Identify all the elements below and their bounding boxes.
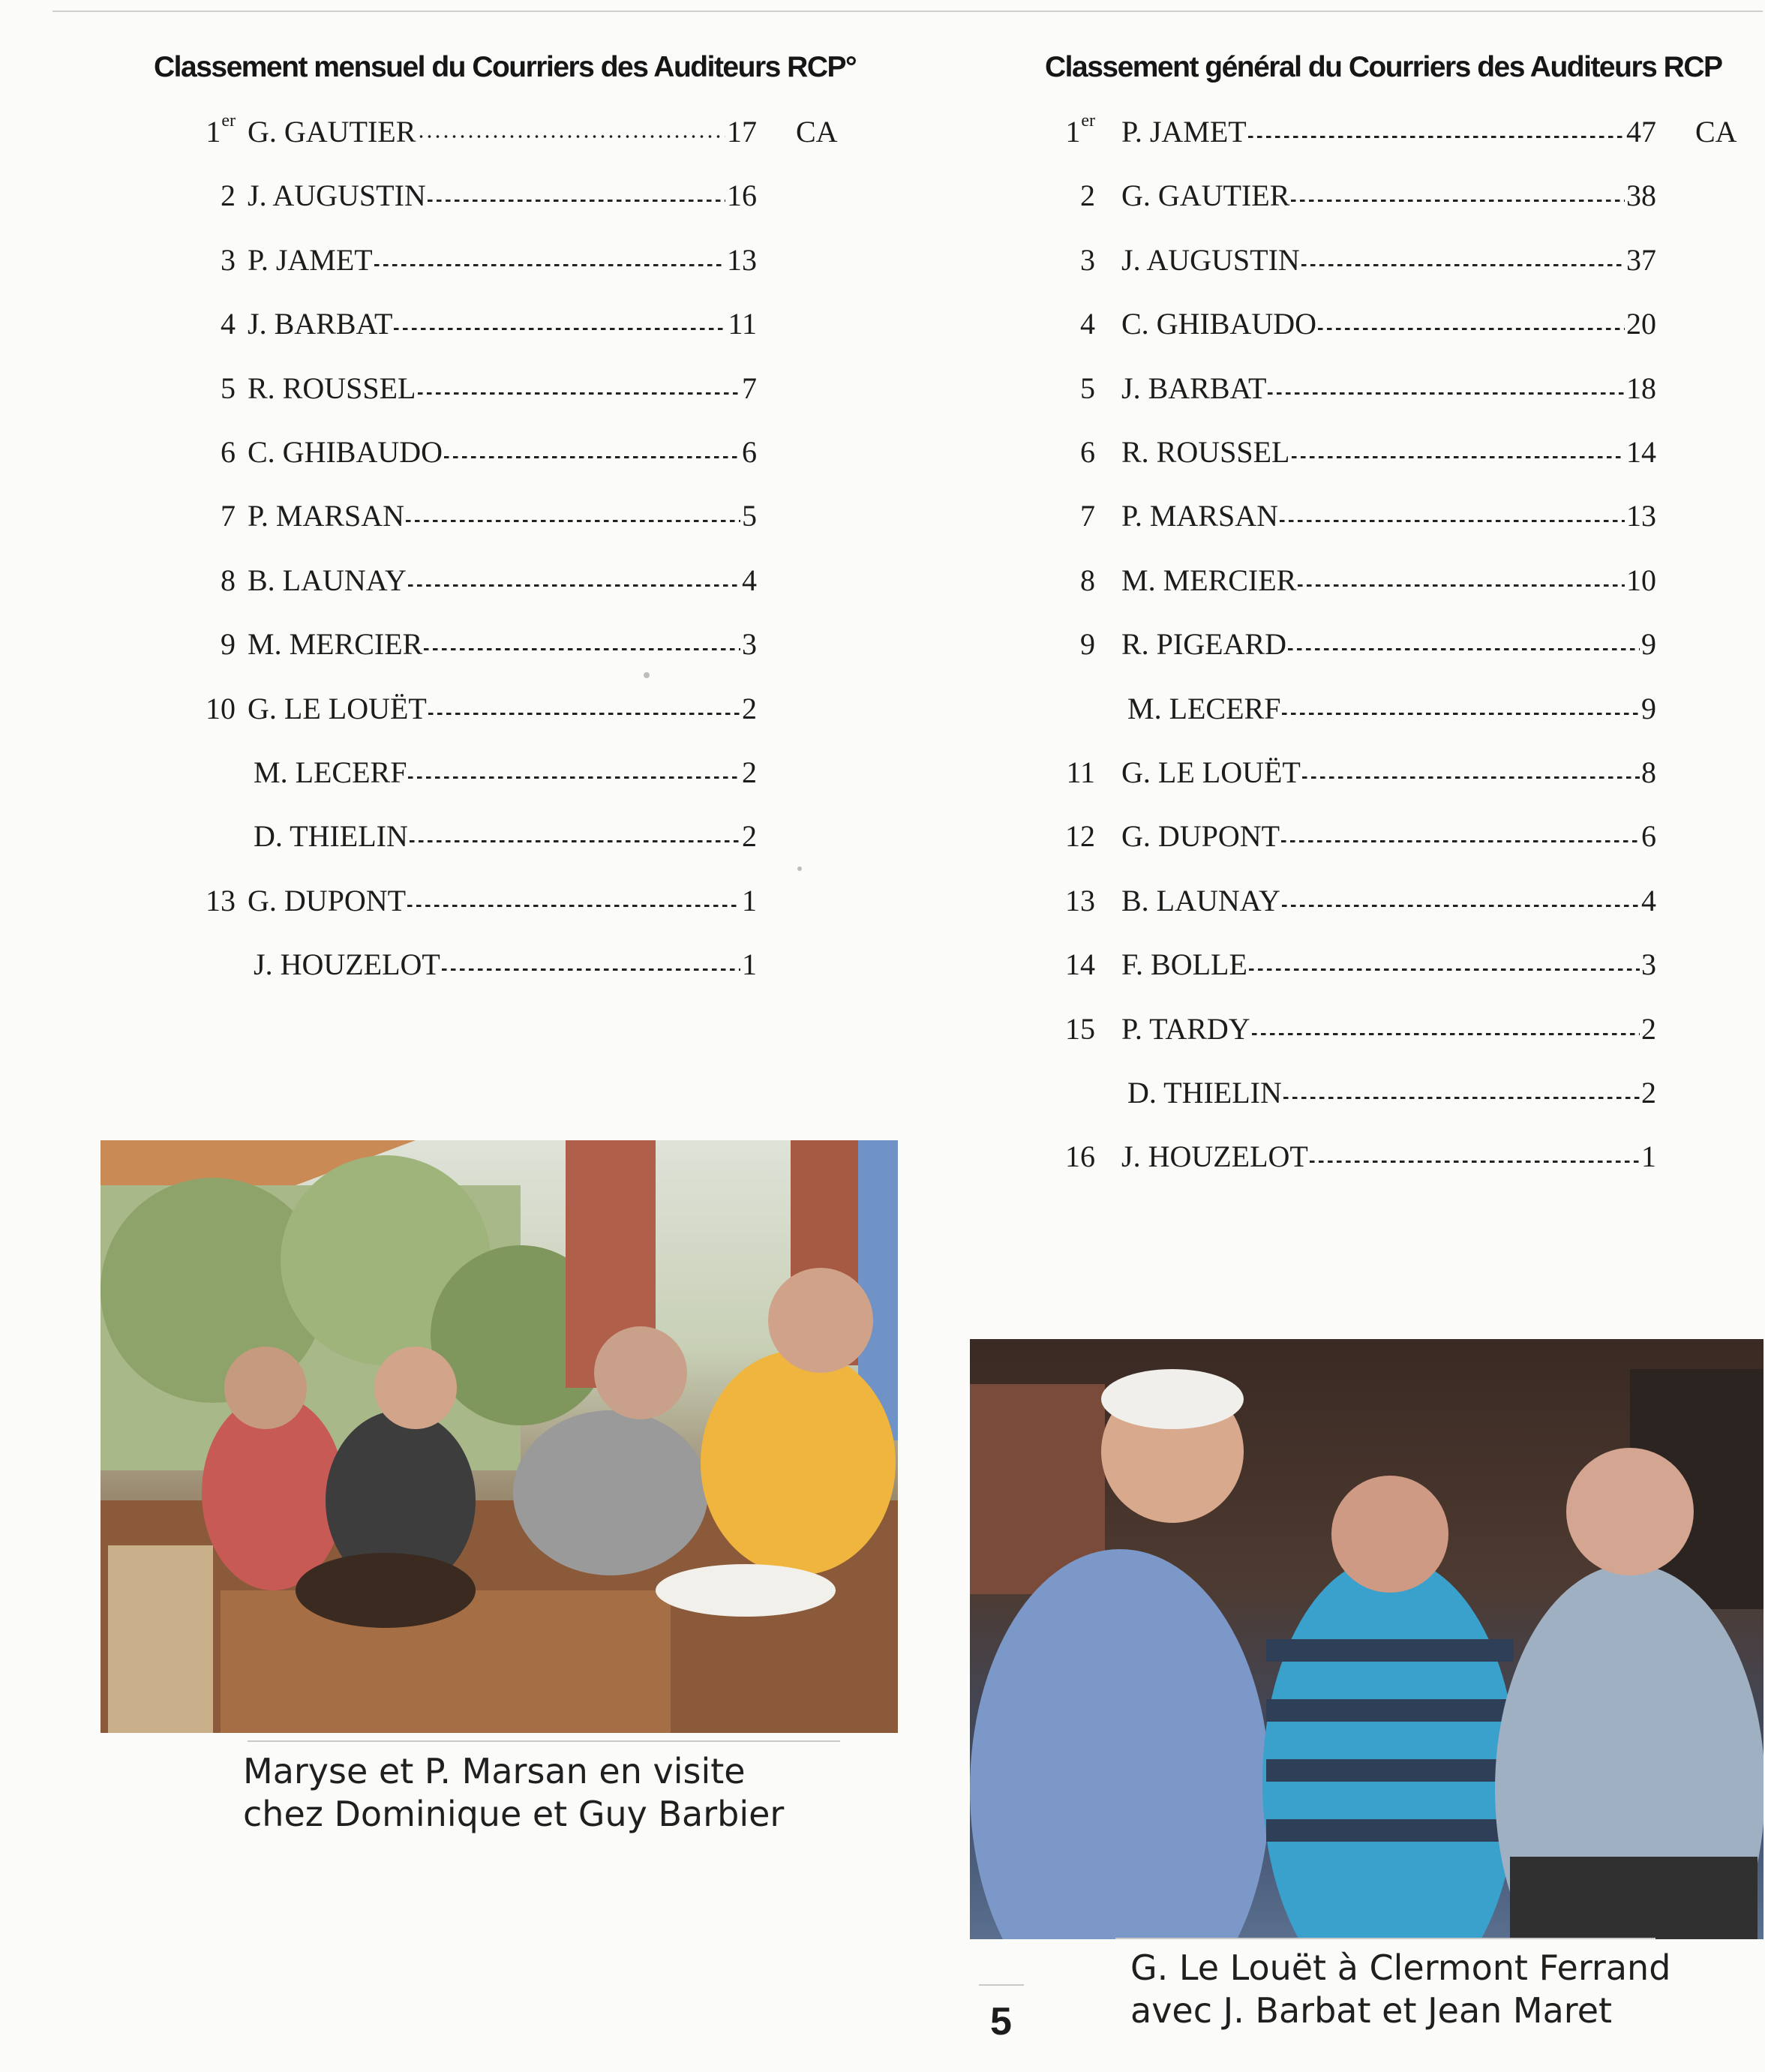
rank-value: 2	[221, 179, 236, 212]
scan-speck	[797, 866, 802, 871]
points-value: 1	[742, 947, 757, 981]
rank-value: 7	[1080, 499, 1095, 533]
leader-line	[1249, 947, 1640, 982]
participant-name: G. GAUTIER	[248, 115, 416, 149]
name-leader-points	[1121, 947, 1656, 982]
participant-name: P. TARDY	[1121, 1012, 1250, 1046]
rank-value: 8	[1080, 563, 1095, 597]
monthly-ranking-heading: Classement mensuel du Courriers des Auditeurs RCP°	[154, 51, 857, 83]
participant-name: G. DUPONT	[1121, 819, 1280, 853]
caption-right-line-1: G. Le Louët à Clermont Ferrand	[1130, 1947, 1671, 1988]
rank-value: 9	[221, 627, 236, 661]
points-value: 1	[742, 884, 757, 917]
participant-name: J. AUGUSTIN	[1121, 243, 1300, 277]
leader-line	[1282, 691, 1640, 726]
rank-number	[1080, 371, 1095, 406]
leader-line	[1291, 178, 1625, 213]
leader-line	[1248, 114, 1625, 149]
name-leader-points	[1121, 1011, 1656, 1047]
rank-ordinal-suffix: er	[1081, 111, 1095, 131]
participant-name: G. DUPONT	[248, 884, 407, 917]
rank-value: 13	[206, 884, 236, 917]
caption-rule-left	[248, 1740, 840, 1742]
general-ranking-row	[0, 371, 1765, 416]
rank-value: 7	[221, 499, 236, 533]
rank-value: 12	[1065, 819, 1095, 853]
leader-line	[1280, 498, 1625, 533]
rank-value: 2	[1080, 179, 1095, 212]
rank-number	[1080, 626, 1095, 662]
participant-name: R. ROUSSEL	[248, 371, 416, 405]
participant-name: P. JAMET	[1121, 115, 1247, 149]
participant-name: G. LE LOUËT	[1121, 755, 1301, 789]
ca-marker: CA	[1695, 115, 1737, 149]
participant-name: C. GHIBAUDO	[1121, 307, 1316, 341]
general-ranking-row	[0, 626, 1765, 671]
participant-name: F. BOLLE	[1121, 947, 1247, 981]
rank-number	[1065, 818, 1095, 854]
participant-name: J. AUGUSTIN	[248, 179, 426, 212]
points-value: 8	[1641, 755, 1656, 789]
name-leader-points	[1127, 691, 1656, 726]
leader-line	[1302, 755, 1640, 790]
points-value: 13	[1626, 499, 1656, 533]
participant-name: J. HOUZELOT	[254, 947, 440, 981]
rank-value: 16	[1065, 1140, 1095, 1173]
points-value: 4	[1641, 884, 1656, 917]
name-leader-points	[1121, 563, 1656, 598]
rank-value: 11	[1066, 755, 1095, 789]
points-value: 3	[742, 627, 757, 661]
general-ranking-row	[0, 242, 1765, 287]
caption-left-line-2: chez Dominique et Guy Barbier	[243, 1794, 785, 1834]
participant-name: P. MARSAN	[1121, 499, 1278, 533]
leader-line	[1301, 242, 1625, 278]
page-number: 5	[990, 2000, 1012, 2043]
points-value: 2	[1641, 1076, 1656, 1110]
participant-name: J. BARBAT	[248, 307, 393, 341]
leader-line	[1281, 818, 1640, 854]
points-value: 1	[1641, 1140, 1656, 1173]
points-value: 37	[1626, 243, 1656, 277]
points-value: 11	[728, 307, 757, 341]
rank-value: 5	[1080, 371, 1095, 405]
name-leader-points	[1121, 755, 1656, 790]
participant-name: P. MARSAN	[248, 499, 404, 533]
photo-three-men-image	[970, 1339, 1763, 1939]
photo-caption-left	[243, 1750, 784, 1836]
name-leader-points	[1121, 626, 1656, 662]
rank-value: 13	[1065, 884, 1095, 917]
leader-line	[1288, 626, 1640, 662]
rank-value: 3	[221, 243, 236, 277]
points-value: 3	[1641, 947, 1656, 981]
page-number-rule	[979, 1984, 1024, 1986]
rank-number	[1080, 178, 1095, 213]
caption-rule-right	[1115, 1938, 1655, 1939]
points-value: 2	[1641, 1012, 1656, 1046]
participant-name: M. MERCIER	[1121, 563, 1297, 597]
rank-ordinal-suffix: er	[221, 111, 236, 131]
rank-number	[1080, 434, 1095, 470]
participant-name: G. LE LOUËT	[248, 692, 427, 725]
participant-name: P. JAMET	[248, 243, 373, 277]
rank-number	[1065, 111, 1095, 149]
photo-terrace-lunch	[101, 1140, 898, 1733]
points-value: 14	[1626, 435, 1656, 469]
general-ranking-row	[0, 883, 1765, 928]
name-leader-points	[1121, 883, 1656, 918]
points-value: 9	[1641, 627, 1656, 661]
general-ranking-row	[0, 691, 1765, 736]
points-value: 38	[1626, 179, 1656, 212]
general-ranking-row	[0, 306, 1765, 351]
general-ranking-row	[0, 111, 1765, 159]
photo-terrace-lunch-image	[101, 1140, 898, 1733]
name-leader-points	[1121, 242, 1656, 278]
participant-name: R. PIGEARD	[1121, 627, 1287, 661]
points-value: 17	[727, 115, 757, 149]
points-value: 13	[727, 243, 757, 277]
points-value: 9	[1641, 692, 1656, 725]
general-ranking-row	[0, 178, 1765, 223]
name-leader-points	[1121, 306, 1656, 341]
points-value: 2	[742, 692, 757, 725]
name-leader-points	[1121, 371, 1656, 406]
points-value: 18	[1626, 371, 1656, 405]
rank-value: 4	[1080, 307, 1095, 341]
rank-value: 6	[1080, 435, 1095, 469]
participant-name: C. GHIBAUDO	[248, 435, 443, 469]
participant-name: M. MERCIER	[248, 627, 423, 661]
rank-number	[1065, 883, 1095, 918]
participant-name: R. ROUSSEL	[1121, 435, 1290, 469]
top-rule	[53, 11, 1763, 12]
rank-number	[1066, 755, 1095, 790]
name-leader-points	[1121, 498, 1656, 533]
general-ranking-row	[0, 498, 1765, 543]
points-value: 47	[1626, 115, 1656, 149]
participant-name: D. THIELIN	[1127, 1076, 1282, 1110]
rank-value: 10	[206, 692, 236, 725]
points-value: 16	[727, 179, 757, 212]
leader-line	[1292, 434, 1625, 470]
general-ranking-row	[0, 947, 1765, 992]
rank-value: 4	[221, 307, 236, 341]
general-ranking-row	[0, 434, 1765, 479]
general-ranking-row	[0, 1011, 1765, 1056]
leader-line	[1252, 1011, 1640, 1047]
participant-name: M. LECERF	[1127, 692, 1281, 725]
leader-line	[1310, 1139, 1640, 1174]
leader-line	[1283, 1075, 1640, 1110]
leader-line	[1298, 563, 1625, 598]
participant-name: G. GAUTIER	[1121, 179, 1290, 212]
participant-name: J. BARBAT	[1121, 371, 1267, 405]
rank-value: 3	[1080, 243, 1095, 277]
points-value: 7	[742, 371, 757, 405]
general-ranking-heading: Classement général du Courriers des Auditeurs RCP	[1045, 51, 1722, 83]
rank-value: 8	[221, 563, 236, 597]
points-value: 10	[1626, 563, 1656, 597]
rank-value: 5	[221, 371, 236, 405]
rank-number	[1080, 242, 1095, 278]
caption-left-line-1: Maryse et P. Marsan en visite	[243, 1751, 746, 1791]
rank-value: 1	[206, 115, 221, 149]
leader-line	[1268, 371, 1625, 406]
ca-marker: CA	[796, 115, 838, 149]
general-ranking-row	[0, 1075, 1765, 1120]
name-leader-points	[1127, 1075, 1656, 1110]
general-ranking-row	[0, 755, 1765, 800]
photo-three-men	[970, 1339, 1763, 1939]
points-value: 5	[742, 499, 757, 533]
photo-caption-right	[1130, 1947, 1670, 2032]
leader-line	[1318, 306, 1625, 341]
participant-name: D. THIELIN	[254, 819, 408, 853]
leader-line	[1282, 883, 1640, 918]
participant-name: M. LECERF	[254, 755, 407, 789]
rank-value: 1	[1065, 115, 1081, 149]
participant-name: J. HOUZELOT	[1121, 1140, 1308, 1173]
scan-speck	[644, 672, 650, 678]
rank-value: 15	[1065, 1012, 1095, 1046]
rank-value: 9	[1080, 627, 1095, 661]
participant-name: B. LAUNAY	[1121, 884, 1280, 917]
rank-number	[1080, 498, 1095, 533]
points-value: 6	[742, 435, 757, 469]
rank-number	[1080, 563, 1095, 598]
general-ranking-row	[0, 818, 1765, 863]
points-value: 2	[742, 819, 757, 853]
participant-name: B. LAUNAY	[248, 563, 407, 597]
caption-right-line-2: avec J. Barbat et Jean Maret	[1130, 1990, 1613, 2031]
points-value: 4	[742, 563, 757, 597]
rank-number	[1065, 1011, 1095, 1047]
rank-number	[1065, 1139, 1095, 1174]
rank-number	[1080, 306, 1095, 341]
name-leader-points	[1121, 434, 1656, 470]
name-leader-points	[1121, 114, 1656, 149]
rank-number	[1065, 947, 1095, 982]
rank-value: 14	[1065, 947, 1095, 981]
points-value: 6	[1641, 819, 1656, 853]
name-leader-points	[1121, 1139, 1656, 1174]
rank-value: 6	[221, 435, 236, 469]
general-ranking-row	[0, 563, 1765, 608]
points-value: 2	[742, 755, 757, 789]
name-leader-points	[1121, 818, 1656, 854]
name-leader-points	[1121, 178, 1656, 213]
points-value: 20	[1626, 307, 1656, 341]
